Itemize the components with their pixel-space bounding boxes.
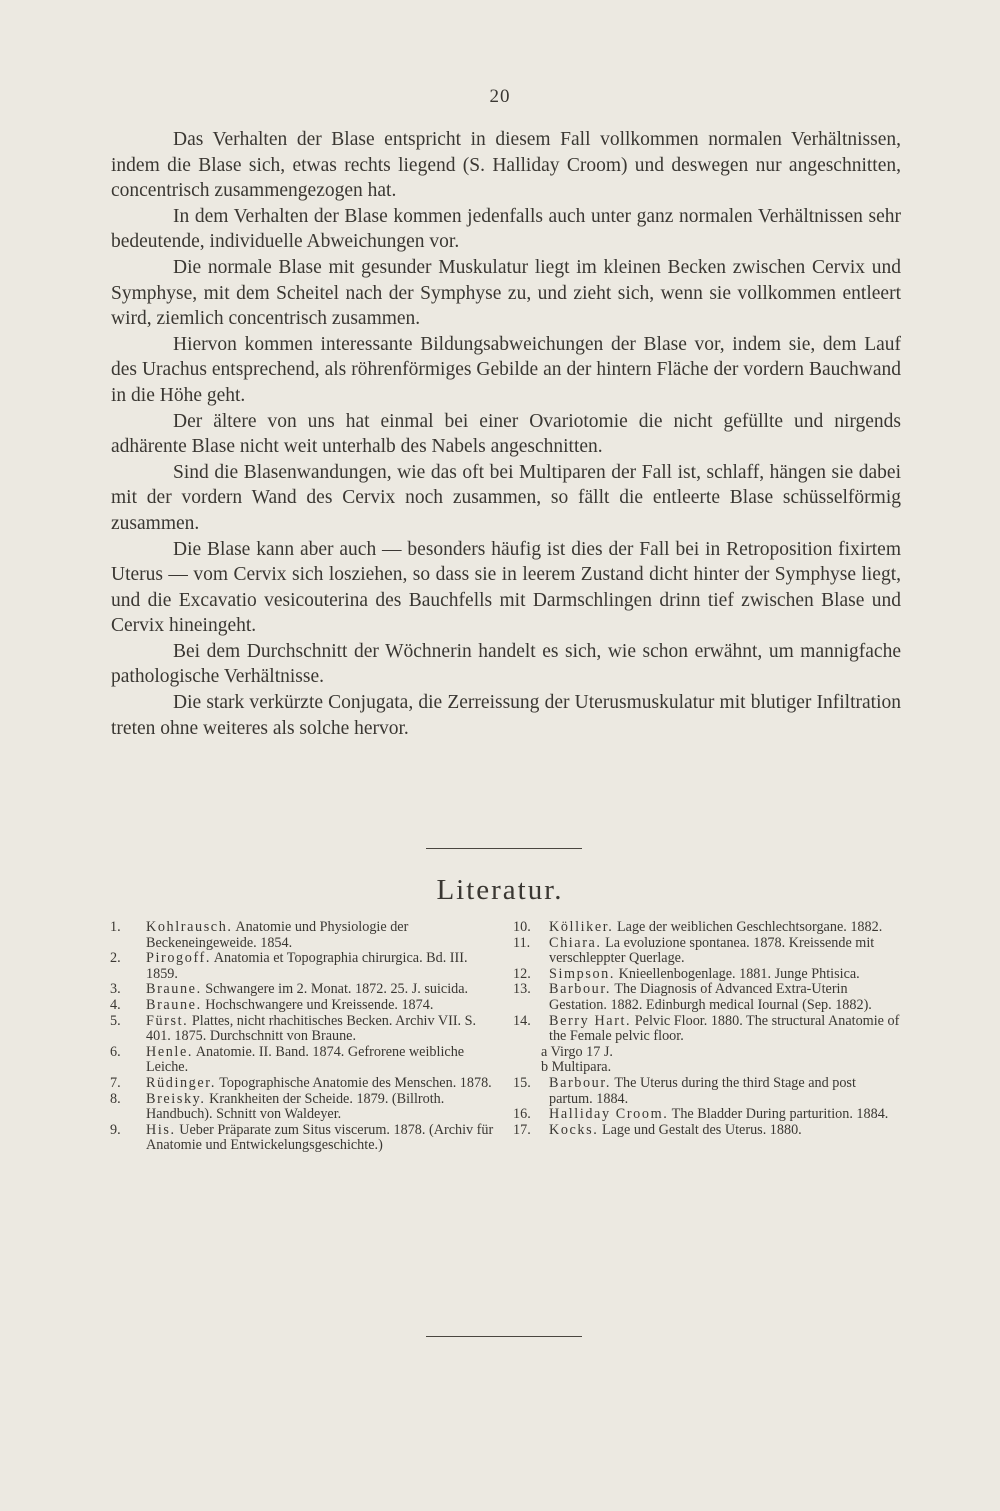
reference-number: 13. [513, 981, 531, 998]
reference-item [110, 1076, 500, 1092]
reference-number: 10. [513, 919, 531, 935]
references-right-column [513, 920, 903, 1138]
reference-subitem [513, 1045, 903, 1061]
reference-author: Kohlrausch. [146, 919, 233, 935]
paragraph: Sind die Blasenwandungen, wie das oft bei Multiparen der Fall ist, schlaff, hängen sie dabei mit der vordern Wand des Cervix noch zusammen, so fällt die entleerte Blase schüsselförmig zusammen. [111, 461, 901, 534]
reference-text: Schwangere im 2. Monat. 1872. 25. J. suicida. [201, 981, 469, 998]
reference-text: Knieellenbogenlage. 1881. Junge Phtisica. [615, 965, 860, 982]
reference-item [513, 920, 903, 936]
reference-author: Kocks. [549, 1121, 599, 1138]
reference-author: Pirogoff. [146, 950, 211, 967]
reference-text: Anatomie. II. Band. 1874. Gefrorene weibliche Leiche. [146, 1043, 465, 1076]
reference-number: 11. [513, 934, 531, 951]
reference-item [110, 1045, 500, 1076]
reference-author: Braune. [146, 996, 202, 1013]
paragraph: Das Verhalten der Blase entspricht in diesem Fall vollkommen normalen Verhältnissen, indem die Blase sich, etwas rechts liegend (S. Halliday Croom) und deswegen nur angeschnitten, concentrisch zusammengezogen hat. [111, 129, 901, 202]
reference-item [513, 936, 903, 967]
reference-text: Pelvic Floor. 1880. The structural Anatomie of the Female pelvic floor. [549, 1012, 900, 1045]
reference-item [110, 951, 500, 982]
paragraph: Die normale Blase mit gesunder Muskulatur liegt im kleinen Becken zwischen Cervix und Symphyse, mit dem Scheitel nach der Symphyse zu, und zieht sich, wenn sie vollkommen entleert wird, ziemlich concentrisch zusammen. [111, 256, 901, 330]
reference-author: Henle. [146, 1043, 194, 1060]
reference-number: 6. [110, 1043, 121, 1060]
body-text [111, 127, 901, 741]
reference-item [110, 982, 500, 998]
reference-number: 9. [110, 1121, 121, 1138]
reference-number: 2. [110, 950, 121, 967]
reference-author: Simpson. [549, 965, 616, 982]
page-number: 20 [489, 86, 511, 107]
paragraph: Die stark verkürzte Conjugata, die Zerreissung der Uterusmuskulatur mit blutiger Infiltration treten ohne weiteres als solche hervor. [111, 692, 901, 739]
paragraph: Der ältere von uns hat einmal bei einer Ovariotomie die nicht gefüllte und nirgends adhärente Blase nicht weit unterhalb des Nabels angeschnitten. [111, 410, 901, 458]
section-heading: Literatur. [436, 874, 564, 906]
reference-text: Anatomie und Physiologie der Beckeneingeweide. 1854. [146, 919, 409, 951]
divider-rule [426, 1336, 582, 1337]
paragraph: Die Blase kann aber auch — besonders häufig ist dies der Fall bei in Retroposition fixirtem Uterus — vom Cervix sich losziehen, so dass sie in leerem Zustand dicht hinter der Symphyse liegt, und die Excavatio vesicouterina des Bauchfells mit Darmschlingen drinn tief zwischen Blase und Cervix hineingeht. [111, 538, 901, 637]
reference-item [513, 982, 903, 1013]
reference-text: Ueber Präparate zum Situs viscerum. 1878. (Archiv für Anatomie und Entwickelungsgeschichte.) [146, 1121, 494, 1154]
reference-subitem [513, 1060, 903, 1076]
reference-text: The Bladder During parturition. 1884. [668, 1106, 889, 1123]
reference-text: Plattes, nicht rhachitisches Becken. Archiv VII. S. 401. 1875. Durchschnitt von Braune. [146, 1012, 477, 1045]
reference-item [110, 920, 500, 951]
paragraph: Bei dem Durchschnitt der Wöchnerin handelt es sich, wie schon erwähnt, um mannigfache pathologische Verhältnisse. [111, 640, 901, 688]
reference-number: 7. [110, 1074, 121, 1091]
paragraph: Hiervon kommen interessante Bildungsabweichungen der Blase vor, indem sie, dem Lauf des Urachus entsprechend, als röhrenförmiges Gebilde an der hintern Fläche der vordern Bauchwand in die Höhe geht. [111, 333, 901, 406]
reference-text: La evoluzione spontanea. 1878. Kreissende mit verschleppter Querlage. [549, 934, 875, 967]
reference-author: Breisky. [146, 1090, 206, 1107]
reference-author: Berry Hart. [549, 1012, 632, 1029]
reference-number: 4. [110, 996, 121, 1013]
reference-text: Lage der weiblichen Geschlechtsorgane. 1882. [613, 919, 883, 935]
reference-author: Kölliker. [549, 919, 614, 935]
reference-item [110, 1092, 500, 1123]
reference-item [513, 1076, 903, 1107]
reference-item [513, 1107, 903, 1123]
reference-author: Halliday Croom. [549, 1106, 669, 1123]
reference-text: The Diagnosis of Advanced Extra-Uterin Gestation. 1882. Edinburgh medical Iournal (Sep. 1882). [549, 981, 872, 1013]
reference-number: 15. [513, 1074, 531, 1091]
reference-number: 14. [513, 1012, 531, 1029]
reference-author: Chiara. [549, 934, 602, 951]
reference-text: Topographische Anatomie des Menschen. 1878. [215, 1074, 492, 1091]
paragraph: In dem Verhalten der Blase kommen jedenfalls auch unter ganz normalen Verhältnissen sehr bedeutende, individuelle Abweichungen vor. [111, 205, 901, 253]
reference-number: 8. [110, 1090, 121, 1107]
reference-author: Braune. [146, 981, 202, 998]
reference-author: Barbour. [549, 1074, 612, 1091]
reference-number: 17. [513, 1121, 531, 1138]
reference-item [110, 1014, 500, 1045]
reference-number: 5. [110, 1012, 121, 1029]
reference-author: His. [146, 1121, 176, 1138]
reference-text: The Uterus during the third Stage and post partum. 1884. [549, 1074, 856, 1107]
reference-number: 3. [110, 981, 121, 998]
reference-text: Anatomia et Topographia chirurgica. Bd. III. 1859. [146, 950, 468, 982]
reference-item [513, 967, 903, 983]
reference-author: Rüdinger. [146, 1074, 216, 1091]
reference-number: 16. [513, 1106, 531, 1123]
reference-item [110, 1123, 500, 1154]
reference-author: Fürst. [146, 1012, 189, 1029]
reference-number: 12. [513, 965, 531, 982]
reference-number: 1. [110, 919, 121, 935]
reference-text: b Multipara. [541, 1059, 612, 1076]
reference-author: Barbour. [549, 981, 612, 998]
divider-rule [426, 848, 582, 849]
reference-item [513, 1014, 903, 1045]
reference-text: Lage und Gestalt des Uterus. 1880. [598, 1121, 802, 1138]
reference-item [110, 998, 500, 1014]
reference-text: a Virgo 17 J. [541, 1043, 613, 1060]
reference-item [513, 1123, 903, 1139]
reference-text: Hochschwangere und Kreissende. 1874. [201, 996, 434, 1013]
references-left-column [110, 920, 500, 1154]
reference-text: Krankheiten der Scheide. 1879. (Billroth. Handbuch). Schnitt von Waldeyer. [146, 1090, 445, 1123]
